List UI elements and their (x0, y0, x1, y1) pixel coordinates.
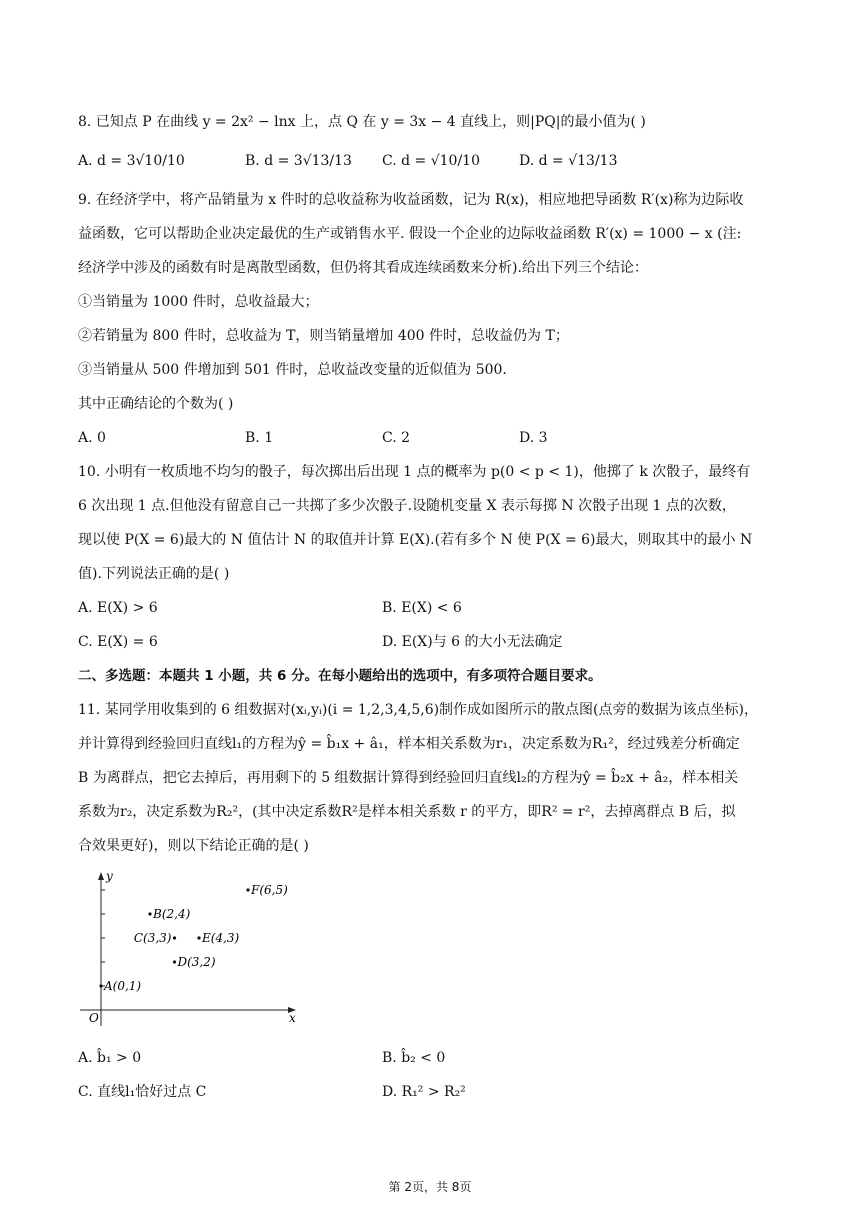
point-label: B(2,4) (153, 907, 191, 921)
q10-line-4: 值).下列说法正确的是( ) (78, 566, 230, 582)
q10-line-3: 现以使 P(X = 6)最大的 N 值估计 N 的取值并计算 E(X).(若有多个 N 使 P(X = 6)最大，则取其中的最小 N (78, 532, 753, 548)
q9-option-a: A. 0 (78, 430, 106, 446)
q9-option-c: C. 2 (382, 430, 411, 446)
q9-conclusion-1: ①当销量为 1000 件时，总收益最大； (78, 294, 319, 310)
q11-line-2: 并计算得到经验回归直线l₁的方程为ŷ = b̂₁x + â₁，样本相关系数为r₁，决定系数为R₁²，经过残差分析确定 (78, 736, 740, 752)
q9-option-b: B. 1 (245, 430, 274, 446)
q9-line-1: 9. 在经济学中，将产品销量为 x 件时的总收益称为收益函数，记为 R(x)，相应地把导函数 R′(x)称为边际收 (78, 192, 744, 208)
q11-option-b: B. b̂₂ < 0 (382, 1050, 446, 1066)
point-label: E(4,3) (202, 931, 240, 945)
page-footer: 第 2页，共 8页 (388, 1180, 472, 1194)
scatter-point (197, 936, 200, 939)
point-label: C(3,3) (133, 931, 172, 945)
scatter-point (173, 936, 176, 939)
q11-line-3: B 为离群点，把它去掉后，再用剩下的 5 组数据计算得到经验回归直线l₂的方程为ŷ = b̂₂x + â₂，样本相关 (78, 770, 739, 786)
q9-conclusion-2: ②若销量为 800 件时，总收益为 T，则当销量增加 400 件时，总收益仍为 T； (78, 328, 569, 344)
scatter-points (99, 883, 288, 993)
q9-conclusion-3: ③当销量从 500 件增加到 501 件时，总收益改变量的近似值为 500. (78, 362, 507, 378)
q8-option-c: C. d = √10/10 (382, 153, 480, 169)
q8-option-d: D. d = √13/13 (519, 153, 618, 169)
q11-line-4: 系数为r₂，决定系数为R₂²，(其中决定系数R²是样本相关系数 r 的平方，即R² = r²，去掉离群点 B 后，拟 (78, 804, 736, 820)
q10-option-d: D. E(X)与 6 的大小无法确定 (382, 634, 563, 650)
scatter-point (148, 912, 151, 915)
origin-label: O (89, 1011, 99, 1025)
point-label: D(3,2) (177, 955, 216, 969)
y-ticks (101, 890, 105, 986)
q9-line-2: 益函数，它可以帮助企业决定最优的生产或销售水平. 假设一个企业的边际收益函数 R′(x) = 1000 − x (注: (78, 226, 742, 242)
scatter-point (173, 960, 176, 963)
q8-stem: 8. 已知点 P 在曲线 y = 2x² − lnx 上，点 Q 在 y = 3x − 4 直线上，则|PQ|的最小值为( ) (78, 114, 646, 130)
point-label: F(6,5) (251, 883, 288, 897)
scatter-point (246, 888, 249, 891)
q10-option-b: B. E(X) < 6 (382, 600, 462, 616)
point-label: A(0,1) (104, 979, 142, 993)
y-axis-arrow (98, 872, 104, 880)
q9-line-3: 经济学中涉及的函数有时是离散型函数，但仍将其看成连续函数来分析).给出下列三个结论： (78, 260, 648, 276)
q10-line-1: 10. 小明有一枚质地不均匀的骰子，每次掷出后出现 1 点的概率为 p(0 < p < 1)，他掷了 k 次骰子，最终有 (78, 464, 751, 480)
q11-line-1: 11. 某同学用收集到的 6 组数据对(xᵢ,yᵢ)(i = 1,2,3,4,5,6)制作成如图所示的散点图(点旁的数据为该点坐标)， (78, 702, 758, 718)
q11-line-5: 合效果更好)，则以下结论正确的是( ) (78, 838, 309, 854)
q9-question: 其中正确结论的个数为( ) (78, 396, 234, 412)
q11-option-d: D. R₁² > R₂² (382, 1084, 466, 1100)
q10-option-c: C. E(X) = 6 (78, 634, 158, 650)
q8-option-a: A. d = 3√10/10 (78, 153, 185, 169)
y-axis-label: y (106, 869, 113, 883)
q11-option-c: C. 直线l₁恰好过点 C (78, 1084, 207, 1100)
q8-option-b: B. d = 3√13/13 (245, 153, 352, 169)
q11-option-a: A. b̂₁ > 0 (78, 1050, 142, 1066)
section-heading: 二、多选题：本题共 1 小题，共 6 分。在每小题给出的选项中，有多项符合题目要求。 (78, 668, 602, 684)
scatter-plot (70, 866, 310, 1030)
q10-line-2: 6 次出现 1 点.但他没有留意自己一共掷了多少次骰子.设随机变量 X 表示每掷 N 次骰子出现 1 点的次数， (78, 498, 736, 514)
x-axis-label: x (289, 1011, 296, 1025)
q10-option-a: A. E(X) > 6 (78, 600, 158, 616)
scatter-point (99, 984, 102, 987)
q9-option-d: D. 3 (519, 430, 548, 446)
